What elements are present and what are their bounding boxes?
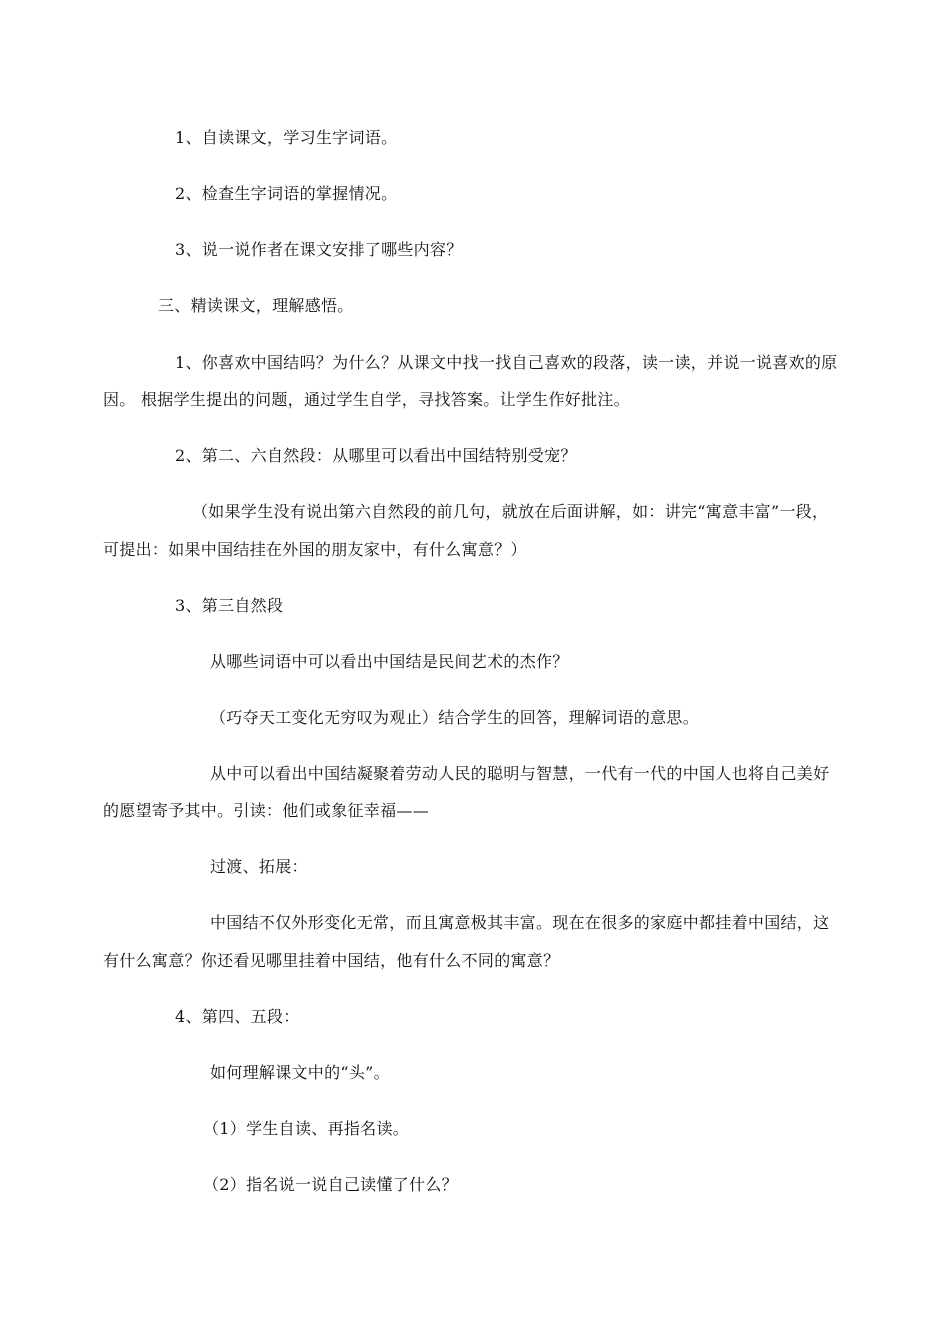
transition-line-1: 中国结不仅外形变化无常，而且寓意极其丰富。现在在很多的家庭中都挂着中国结，这 bbox=[210, 913, 830, 932]
section-3-heading: 三、精读课文，理解感悟。 bbox=[158, 296, 354, 315]
paragraph-3-question: 从哪些词语中可以看出中国结是民间艺术的杰作？ bbox=[210, 652, 569, 671]
transition-line-2: 有什么寓意？你还看见哪里挂着中国结，他有什么不同的寓意？ bbox=[103, 951, 560, 970]
sub-step-2: （2）指名说一说自己读懂了什么？ bbox=[203, 1175, 458, 1194]
paragraph-3-heading: 3、第三自然段 bbox=[175, 596, 284, 615]
step-2-check-vocab: 2、检查生字词语的掌握情况。 bbox=[175, 184, 398, 203]
sub-step-1: （1）学生自读、再指名读。 bbox=[203, 1119, 410, 1138]
question-1-line-1: 1、你喜欢中国结吗？为什么？从课文中找一找自己喜欢的段落，读一读，并说一说喜欢的原 bbox=[175, 353, 838, 372]
step-1-self-read: 1、自读课文，学习生字词语。 bbox=[175, 128, 398, 147]
question-1-line-2: 因。 根据学生提出的问题，通过学生自学，寻找答案。让学生作好批注。 bbox=[103, 390, 630, 409]
paragraph-3-insight-line-1: 从中可以看出中国结凝聚着劳动人民的聪明与智慧，一代有一代的中国人也将自己美好 bbox=[210, 764, 830, 783]
paragraph-3-insight-line-2: 的愿望寄予其中。引读：他们或象征幸福—— bbox=[103, 801, 430, 820]
paragraph-4-5-heading: 4、第四、五段： bbox=[175, 1007, 300, 1026]
understand-tou-question: 如何理解课文中的“头”。 bbox=[210, 1063, 390, 1082]
transition-heading: 过渡、拓展： bbox=[210, 857, 308, 876]
note-line-1: （如果学生没有说出第六自然段的前几句，就放在后面讲解，如：讲完“寓意丰富”一段， bbox=[192, 502, 829, 521]
step-3-content-arrangement: 3、说一说作者在课文安排了哪些内容？ bbox=[175, 240, 463, 259]
question-2: 2、第二、六自然段：从哪里可以看出中国结特别受宠？ bbox=[175, 446, 577, 465]
note-line-2: 可提出：如果中国结挂在外国的朋友家中，有什么寓意？） bbox=[103, 540, 527, 559]
paragraph-3-words: （巧夺天工变化无穷叹为观止）结合学生的回答，理解词语的意思。 bbox=[210, 708, 700, 727]
